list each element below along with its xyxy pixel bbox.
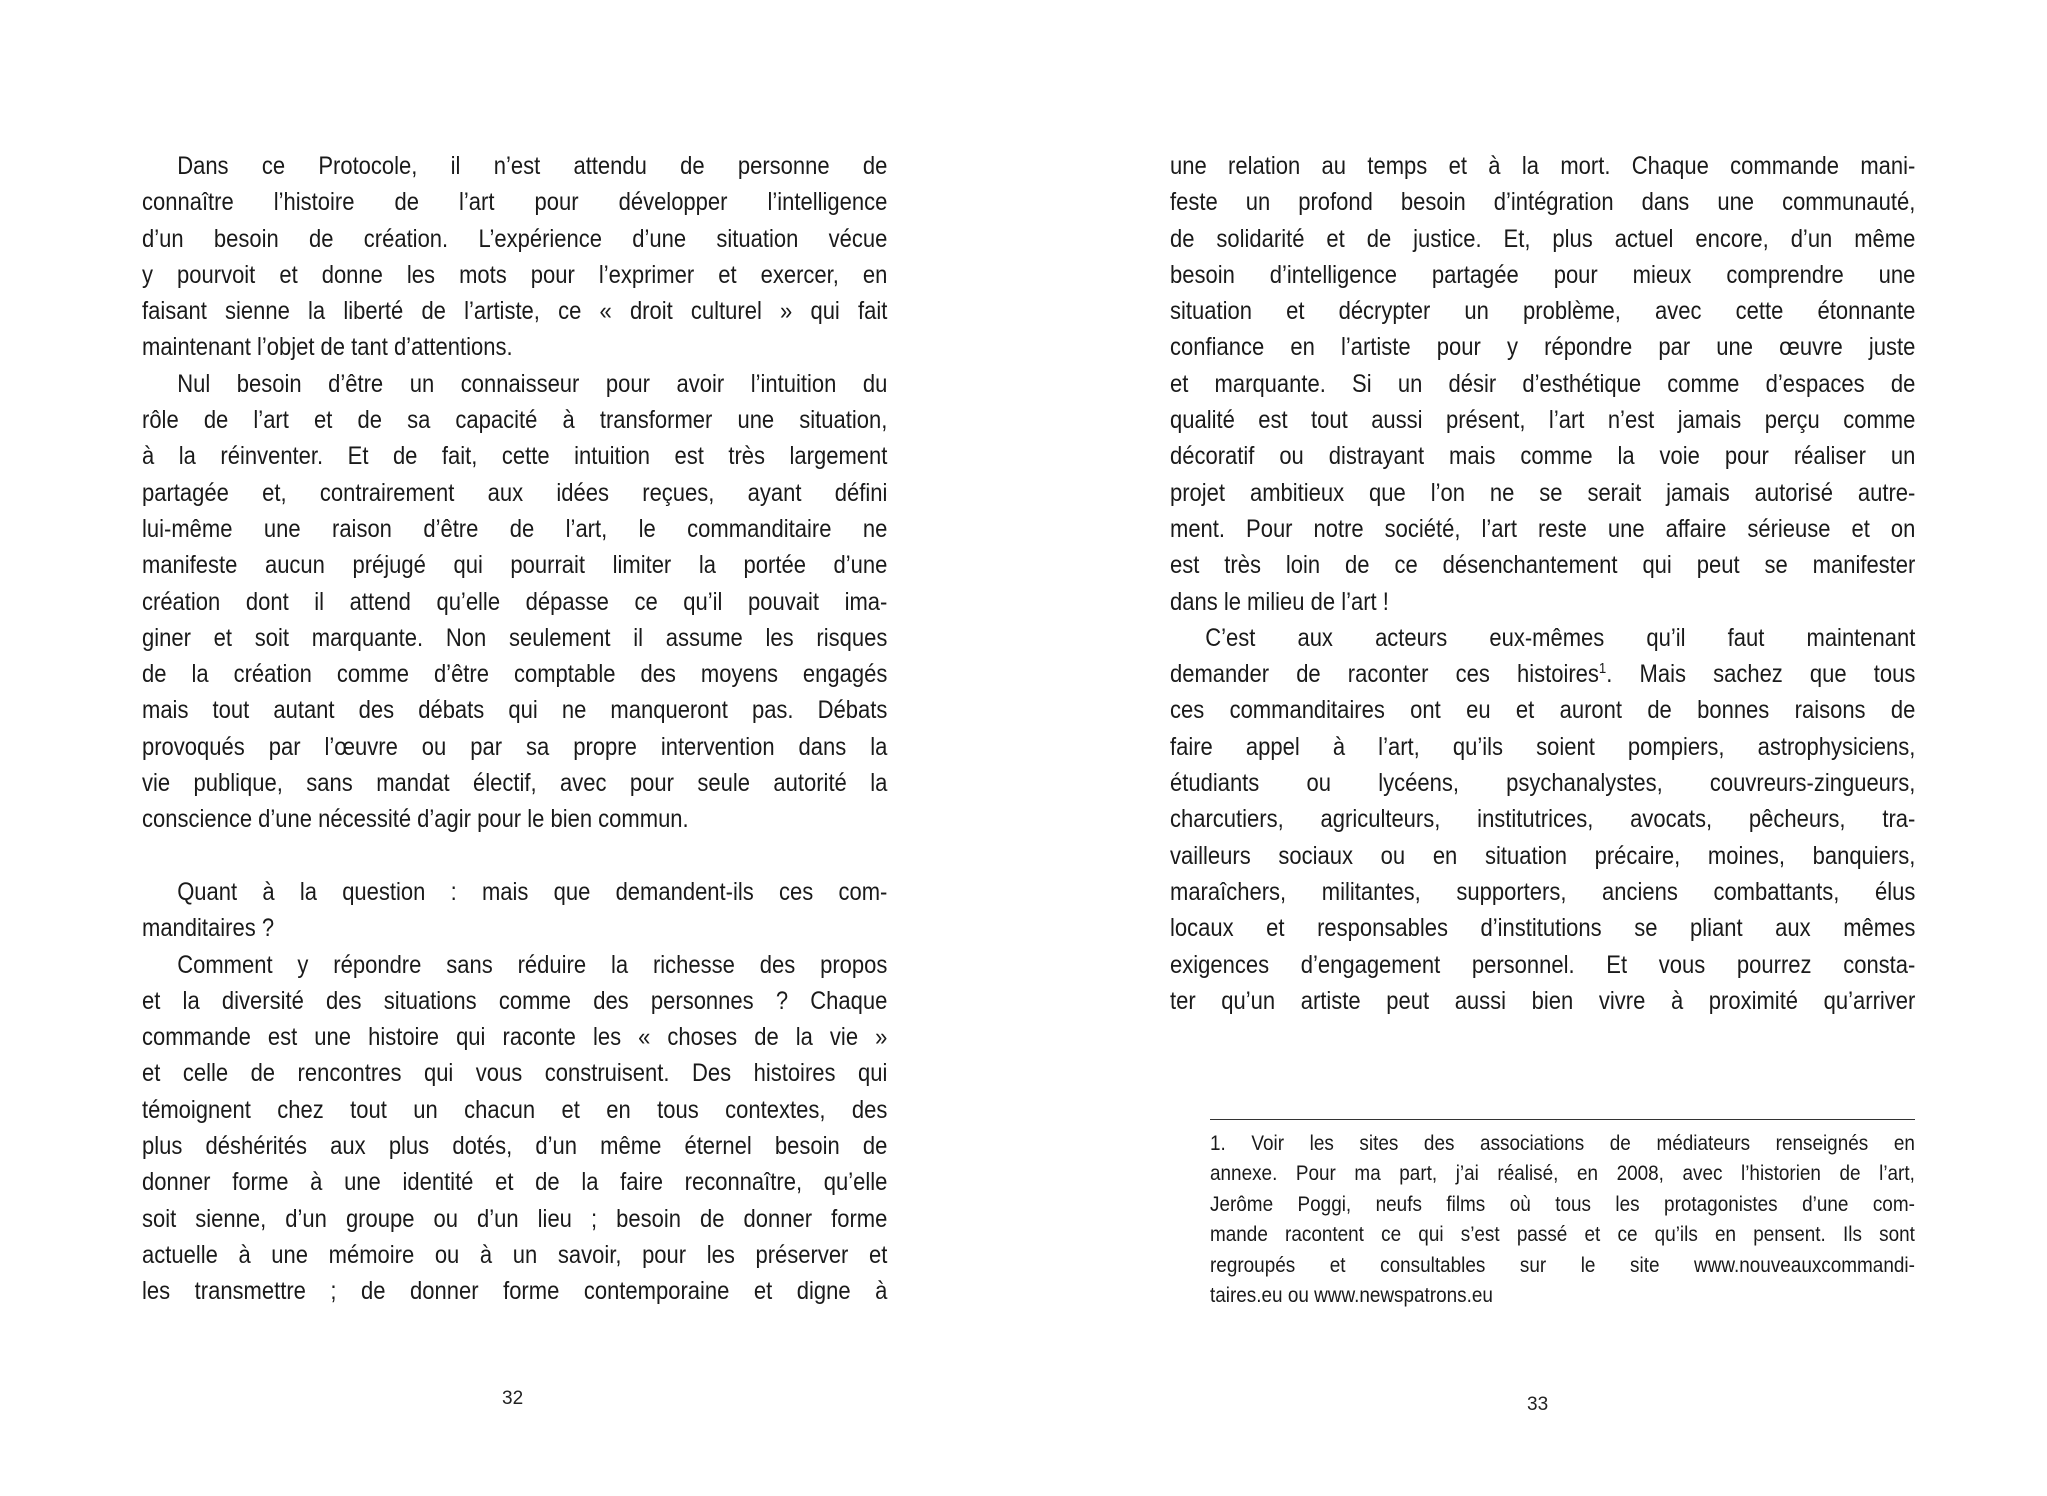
line-text: feste un profond besoin d’intégration dans une communauté, [1170,188,1916,217]
right-page-text [1170,148,1915,1019]
text-line [1170,656,1915,692]
page-number-left: 32 [502,1388,524,1409]
text-line [142,1128,887,1164]
text-line [1210,1158,1915,1188]
footnote [1210,1128,1915,1310]
text-line [142,765,887,801]
line-text: une relation au temps et à la mort. Chaque commande mani- [1170,152,1916,180]
text-line [142,1019,887,1055]
line-text: faisant sienne la liberté de l’artiste, ce « droit culturel » qui fait [142,297,888,326]
line-text: provoqués par l’œuvre ou par sa propre intervention dans la [142,732,888,761]
line-text: taires.eu ou www.newspatrons.eu [1210,1282,1493,1307]
line-text: lui-même une raison d’être de l’art, le commanditaire ne [142,514,888,543]
text-line [1170,801,1915,837]
line-text: dans le milieu de l’art ! [1170,587,1389,616]
text-line [142,1237,887,1273]
text-line [1170,947,1915,983]
line-text: de solidarité et de justice. Et, plus actuel encore, d’un même [1170,224,1916,253]
line-text: et marquante. Si un désir d’esthétique comme d’espaces de [1170,369,1916,398]
text-line [142,801,887,837]
line-text: ment. Pour notre société, l’art reste une affaire sérieuse et on [1170,514,1916,543]
line-text: exigences d’engagement personnel. Et vous pourrez consta- [1170,950,1916,979]
text-line [142,511,887,547]
line-text: soit sienne, d’un groupe ou d’un lieu ; besoin de donner forme [142,1204,888,1233]
line-text: et celle de rencontres qui vous construisent. Des histoires qui [142,1059,888,1088]
text-line [142,838,887,874]
text-line [1170,511,1915,547]
line-text: étudiants ou lycéens, psychanalystes, couvreurs-zingueurs, [1170,769,1916,798]
line-text: Jerôme Poggi, neufs films où tous les protagonistes d’une com- [1210,1191,1915,1216]
line-text: rôle de l’art et de sa capacité à transformer une situation, [142,406,888,435]
text-line [142,148,887,184]
line-text: manifeste aucun préjugé qui pourrait limiter la portée d’une [142,551,888,580]
line-text: actuelle à une mémoire ou à un savoir, pour les préserver et [142,1240,888,1269]
text-line [1170,366,1915,402]
line-text: création dont il attend qu’elle dépasse ce qu’il pouvait ima- [142,587,888,616]
line-text: manditaires ? [142,914,275,943]
line-text: faire appel à l’art, qu’ils soient pompiers, astrophysiciens, [1170,732,1916,761]
line-text: mais tout autant des débats qui ne manqueront pas. Débats [142,696,888,725]
text-line [1170,221,1915,257]
line-text: les transmettre ; de donner forme contemporaine et digne à [142,1277,888,1306]
text-line [1170,402,1915,438]
text-line [142,729,887,765]
text-line [1170,765,1915,801]
line-text: vie publique, sans mandat électif, avec pour seule autorité la [142,769,888,798]
text-line [1210,1219,1915,1249]
line-text: et la diversité des situations comme des personnes ? Chaque [142,986,888,1015]
text-line [142,184,887,220]
text-line [1210,1128,1915,1158]
line-text: y pourvoit et donne les mots pour l’exprimer et exercer, en [142,260,888,289]
line-text: annexe. Pour ma part, j’ai réalisé, en 2008, avec l’historien de l’art, [1210,1161,1915,1186]
text-line [142,1273,887,1309]
text-line [1170,257,1915,293]
text-line [1170,729,1915,765]
line-text: situation et décrypter un problème, avec cette étonnante [1170,297,1916,326]
text-line [142,475,887,511]
left-page-text [142,148,887,1310]
text-line [1170,692,1915,728]
text-line [142,547,887,583]
line-text: Dans ce Protocole, il n’est attendu de personne de [177,152,888,180]
line-text: demander de raconter ces histoires [1170,660,1599,689]
line-text: locaux et responsables d’institutions se pliant aux mêmes [1170,914,1916,943]
text-line [142,1164,887,1200]
text-line [1170,547,1915,583]
line-text: 1. Voir les sites des associations de médiateurs renseignés en [1210,1131,1915,1155]
line-text: maintenant l’objet de tant d’attentions. [142,333,513,362]
text-line [1170,475,1915,511]
text-line [142,1092,887,1128]
line-text: connaître l’histoire de l’art pour développer l’intelligence [142,188,888,217]
text-line [1210,1250,1915,1280]
line-text: commande est une histoire qui raconte les « choses de la vie » [142,1023,888,1052]
text-line [1210,1280,1915,1310]
text-line [142,692,887,728]
line-text: vailleurs sociaux ou en situation précaire, moines, banquiers, [1170,841,1916,870]
line-text: ter qu’un artiste peut aussi bien vivre à proximité qu’arriver [1170,986,1916,1015]
line-text: projet ambitieux que l’on ne se serait jamais autorisé autre- [1170,478,1916,507]
line-text: C’est aux acteurs eux-mêmes qu’il faut maintenant [1205,623,1916,652]
text-line [1170,983,1915,1019]
text-line [1210,1189,1915,1219]
text-line [142,293,887,329]
text-line [142,874,887,910]
line-text: Quant à la question : mais que demandent-ils ces com- [177,877,888,906]
line-text: est très loin de ce désenchantement qui peut se manifester [1170,551,1916,580]
text-line [1170,838,1915,874]
text-line [142,584,887,620]
text-line [142,656,887,692]
text-line [1170,329,1915,365]
line-text: de la création comme d’être comptable des moyens engagés [142,660,888,689]
text-line [142,257,887,293]
text-line [1170,184,1915,220]
line-text: regroupés et consultables sur le site www.nouveauxcommandi- [1210,1252,1915,1277]
line-text: à la réinventer. Et de fait, cette intuition est très largement [142,442,888,471]
footnote-divider [1210,1119,1915,1120]
text-line [142,910,887,946]
line-text: confiance en l’artiste pour y répondre par une œuvre juste [1170,333,1916,362]
line-text: besoin d’intelligence partagée pour mieux comprendre une [1170,260,1916,289]
text-line [1170,584,1915,620]
line-text: mande racontent ce qui s’est passé et ce qu’ils en pensent. Ils sont [1210,1222,1915,1247]
text-line [1170,620,1915,656]
line-text: Comment y répondre sans réduire la richesse des propos [177,950,888,979]
text-line [142,983,887,1019]
line-text: décoratif ou distrayant mais comme la voie pour réaliser un [1170,442,1916,471]
line-text: giner et soit marquante. Non seulement il assume les risques [142,623,888,652]
line-text: . Mais sachez que tous [1606,660,1916,689]
text-line [142,221,887,257]
text-line [142,438,887,474]
line-text: maraîchers, militantes, supporters, anciens combattants, élus [1170,877,1916,906]
line-text: Nul besoin d’être un connaisseur pour avoir l’intuition du [177,369,888,398]
line-text: plus déshérités aux plus dotés, d’un même éternel besoin de [142,1132,888,1161]
line-text: partagée et, contrairement aux idées reçues, ayant défini [142,478,888,507]
line-text: donner forme à une identité et de la faire reconnaître, qu’elle [142,1168,888,1197]
line-text: d’un besoin de création. L’expérience d’une situation vécue [142,224,888,253]
page-number-right: 33 [1527,1394,1549,1415]
line-text: ces commanditaires ont eu et auront de bonnes raisons de [1170,696,1916,725]
text-line [142,620,887,656]
text-line [142,947,887,983]
line-text: charcutiers, agriculteurs, institutrices, avocats, pêcheurs, tra- [1170,805,1916,834]
text-line [1170,148,1915,184]
text-line [1170,438,1915,474]
line-text: qualité est tout aussi présent, l’art n’est jamais perçu comme [1170,406,1916,435]
text-line [1170,910,1915,946]
line-text: témoignent chez tout un chacun et en tous contextes, des [142,1095,888,1124]
footnote-reference[interactable]: 1 [1598,660,1607,678]
text-line [142,1055,887,1091]
text-line [1170,874,1915,910]
text-line [1170,293,1915,329]
text-line [142,366,887,402]
text-line [142,1201,887,1237]
text-line [142,402,887,438]
text-line [142,329,887,365]
line-text: conscience d’une nécessité d’agir pour le bien commun. [142,805,689,834]
